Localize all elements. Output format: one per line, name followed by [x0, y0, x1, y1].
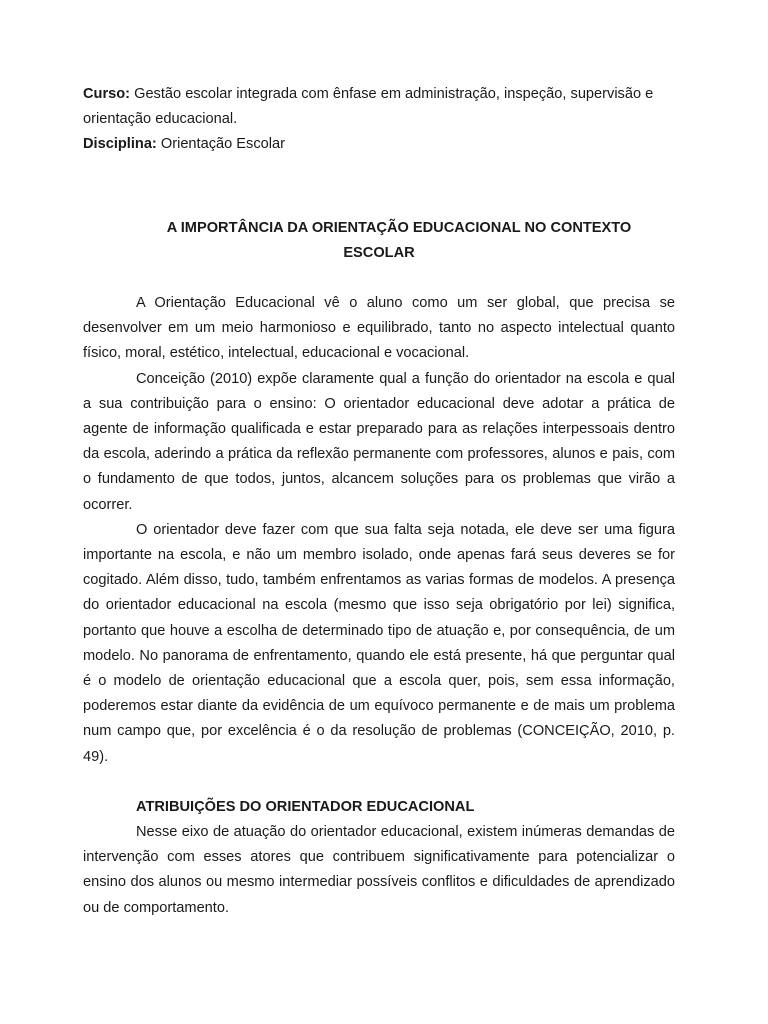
discipline-value: Orientação Escolar — [160, 136, 285, 153]
title-line-1: A IMPORTÂNCIA DA ORIENTAÇÃO EDUCACIONAL NO CONTEXTO — [166, 219, 632, 236]
discipline-label: Disciplina: — [83, 136, 157, 153]
document-title — [83, 216, 675, 266]
section-heading: ATRIBUIÇÕES DO ORIENTADOR EDUCACIONAL — [136, 798, 475, 815]
paragraph-1: A Orientação Educacional vê o aluno como um ser global, que precisa se desenvolver em um meio harmonioso e equilibrado, tanto no aspecto intelectual quanto físico, moral, estético, intelectual, educacional e vocacional. — [83, 295, 675, 362]
course-value: Gestão escolar integrada com ênfase em administração, inspeção, supervisão e orientação educacional. — [83, 86, 654, 128]
paragraph-3: O orientador deve fazer com que sua falta seja notada, ele deve ser uma figura importante na escola, e não um membro isolado, onde apenas fará seus deveres se for cogitado. Além disso, tudo, também enfrentamos as varias formas de modelos. A presença do orientador educacional na escola (mesmo que isso seja obrigatório por lei) significa, portanto que houve a escolha de determinado tipo de atuação e, por consequência, de um modelo. No panorama de enfrentamento, quando ele está presente, há que perguntar qual é o modelo de orientação educacional que a escola quer, pois, sem essa informação, poderemos estar diante da evidência de um equívoco permanente e de mais um problema num campo que, por excelência é o da resolução de problemas (CONCEIÇÃO, 2010, p. 49). — [83, 521, 675, 765]
title-line-2: ESCOLAR — [343, 244, 415, 261]
course-label: Curso: — [83, 86, 131, 102]
body-text — [83, 291, 675, 770]
course-line — [83, 82, 675, 132]
section-paragraph: Nesse eixo de atuação do orientador educacional, existem inúmeras demandas de intervenção com esses atores que contribuem significativamente para potencializar o ensino dos alunos ou mesmo intermediar possíveis conflitos e dificuldades de aprendizado ou de comportamento. — [83, 824, 675, 916]
paragraph-2: Conceição (2010) expõe claramente qual a função do orientador na escola e qual a sua contribuição para o ensino: O orientador educacional deve adotar a prática de agente de informação qualificada e estar preparado para as relações interpessoais dentro da escola, aderindo a prática da reflexão permanente com professores, alunos e pais, com o fundamento de que todos, juntos, alcancem soluções para os problemas que virão a ocorrer. — [83, 370, 675, 513]
discipline-line — [83, 132, 675, 157]
document-page — [83, 82, 675, 921]
